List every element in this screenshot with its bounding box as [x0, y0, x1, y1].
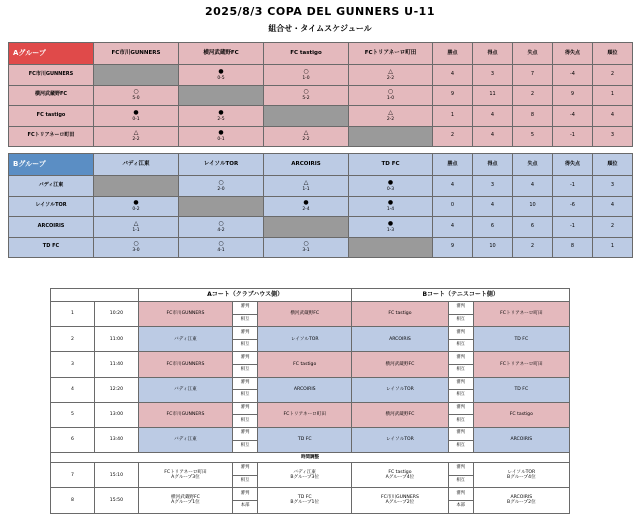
- result-score: 4-2: [217, 227, 225, 233]
- stat-cell: 4: [473, 196, 513, 217]
- court-b-referee-type: 相互: [448, 390, 473, 403]
- page-title: 2025/8/3 COPA DEL GUNNERS U-11: [204, 5, 435, 18]
- match-result-cell: [264, 176, 349, 197]
- final-row: [51, 488, 570, 501]
- group-b-col-team: レイソルTOR: [179, 154, 264, 176]
- court-b-referee: 審判: [448, 377, 473, 390]
- court-a-team-home: FC市川GUNNERS: [138, 352, 232, 377]
- court-b-referee: 審判: [448, 488, 473, 501]
- court-a-team-away: FC tastigo: [258, 352, 352, 377]
- court-a-team-home: バディ江東: [138, 377, 232, 402]
- schedule-row: [51, 377, 570, 390]
- stat-cell: 4: [593, 196, 633, 217]
- court-b-team-away: FCトリアネーロ町田: [473, 352, 569, 377]
- group-row-team: FCトリアネーロ町田: [9, 126, 94, 147]
- court-b-away-seed: Bグループ4位: [506, 475, 536, 481]
- court-b-home-team: FC tastigo: [388, 469, 412, 475]
- court-a-team-away: FCトリアネーロ町田: [258, 402, 352, 427]
- result-score: 5-2: [302, 96, 310, 102]
- court-a-team-away: レイソルTOR: [258, 327, 352, 352]
- court-a-referee-type: 本部: [233, 500, 258, 513]
- stat-cell: 4: [473, 126, 513, 147]
- group-row-team: バディ江東: [9, 176, 94, 197]
- court-a-team-away: 横河武蔵野FC: [258, 302, 352, 327]
- stat-cell: 2: [593, 65, 633, 86]
- stat-header: 勝点: [433, 43, 473, 65]
- court-a-away-seed: Bグループ1位: [290, 500, 320, 506]
- group-row-team: FC市川GUNNERS: [9, 65, 94, 86]
- group-a-name: Aグループ: [9, 43, 94, 65]
- court-a-away-seed: Bグループ3位: [290, 475, 320, 481]
- match-number: 5: [51, 402, 95, 427]
- match-time: 11:00: [94, 327, 138, 352]
- result-score: 0-1: [217, 137, 225, 143]
- stat-cell: 8: [553, 237, 593, 258]
- diagonal-cell: [94, 65, 179, 86]
- group-row: [9, 65, 633, 86]
- match-number: 6: [51, 427, 95, 452]
- page-subtitle: 組合せ・タイムスケジュール: [268, 24, 372, 33]
- court-a-referee-type: 相互: [233, 314, 258, 327]
- stat-cell: 2: [433, 126, 473, 147]
- match-result-cell: [179, 237, 264, 258]
- result-score: 1-4: [386, 207, 395, 213]
- schedule-row: [51, 302, 570, 315]
- match-result-cell: [264, 65, 349, 86]
- stat-cell: 1: [593, 237, 633, 258]
- result-symbol: ●: [387, 219, 394, 227]
- court-b-referee: 審判: [448, 463, 473, 476]
- match-result-cell: [94, 106, 179, 127]
- court-b-team-away: FCトリアネーロ町田: [473, 302, 569, 327]
- group-b-col-team: ARCOIRIS: [264, 154, 349, 176]
- stat-cell: 0: [433, 196, 473, 217]
- stat-cell: 9: [433, 85, 473, 106]
- result-symbol: △: [133, 129, 139, 137]
- court-a-referee: 審判: [233, 377, 258, 390]
- match-result-cell: [349, 106, 433, 127]
- result-score: 0-3: [386, 186, 395, 192]
- court-a-referee-type: 相互: [233, 339, 258, 352]
- result-symbol: △: [388, 67, 393, 75]
- court-b-team-away: TD FC: [473, 327, 569, 352]
- group-row-team: 横河武蔵野FC: [9, 85, 94, 106]
- result-symbol: ○: [387, 88, 394, 96]
- match-result-cell: [94, 237, 179, 258]
- court-b-team-home: 横河武蔵野FC: [352, 352, 448, 377]
- court-b-team-home: 横河武蔵野FC: [352, 402, 448, 427]
- schedule-break-row: [51, 453, 570, 463]
- result-score: 2-2: [302, 137, 310, 143]
- stat-cell: 4: [473, 106, 513, 127]
- court-b-referee-type: 相互: [448, 475, 473, 488]
- schedule-row: [51, 352, 570, 365]
- court-a-team-away: ARCOIRIS: [258, 377, 352, 402]
- stat-cell: 3: [473, 176, 513, 197]
- match-number: 7: [51, 463, 95, 488]
- group-b-body: [9, 176, 633, 258]
- stat-cell: 4: [433, 176, 473, 197]
- court-b-referee: 審判: [448, 302, 473, 315]
- result-symbol: ●: [218, 129, 224, 137]
- result-score: 1-0: [302, 75, 310, 81]
- stat-cell: 6: [473, 217, 513, 238]
- stat-cell: 10: [513, 196, 553, 217]
- result-symbol: △: [388, 108, 393, 116]
- stat-cell: 9: [433, 237, 473, 258]
- group-a-header-row: [9, 43, 633, 65]
- court-a-home-team: FCトリアネーロ町田: [164, 469, 207, 475]
- stat-cell: 4: [433, 217, 473, 238]
- match-result-cell: [349, 85, 433, 106]
- group-a-table: [8, 42, 633, 147]
- group-row: [9, 85, 633, 106]
- diagonal-cell: [179, 196, 264, 217]
- match-result-cell: [94, 85, 179, 106]
- match-number: 1: [51, 302, 95, 327]
- group-b-name: Bグループ: [9, 154, 94, 176]
- result-score: 2-5: [217, 116, 225, 122]
- match-number: 8: [51, 488, 95, 513]
- stat-header: 得失点: [553, 154, 593, 176]
- court-a-home: [138, 488, 232, 513]
- court-a-referee: 審判: [233, 352, 258, 365]
- stat-header: 勝点: [433, 154, 473, 176]
- court-a-team-home: バディ江東: [138, 327, 232, 352]
- schedule-table: [50, 288, 570, 514]
- result-score: 2-4: [302, 207, 310, 213]
- match-number: 2: [51, 327, 95, 352]
- stat-cell: 4: [593, 106, 633, 127]
- result-symbol: ●: [218, 67, 224, 75]
- diagonal-cell: [179, 85, 264, 106]
- result-symbol: ●: [133, 108, 139, 116]
- court-b-team-away: ARCOIRIS: [473, 427, 569, 452]
- stat-cell: 4: [513, 176, 553, 197]
- court-a-team-home: FC市川GUNNERS: [138, 302, 232, 327]
- schedule-body: [51, 302, 570, 514]
- result-score: 0-2: [132, 207, 140, 213]
- match-result-cell: [94, 196, 179, 217]
- court-a-referee: 審判: [233, 402, 258, 415]
- match-result-cell: [349, 196, 433, 217]
- stat-cell: -4: [553, 65, 593, 86]
- match-result-cell: [264, 237, 349, 258]
- final-row: [51, 463, 570, 476]
- court-b-referee: 審判: [448, 427, 473, 440]
- court-a-referee-type: 相互: [233, 415, 258, 428]
- court-b-team-home: FC tastigo: [352, 302, 448, 327]
- stat-cell: 5: [513, 126, 553, 147]
- stat-cell: 2: [513, 237, 553, 258]
- court-b-home: [352, 463, 448, 488]
- match-time: 13:00: [94, 402, 138, 427]
- court-b-away-team: ARCOIRIS: [510, 494, 533, 500]
- match-result-cell: [264, 126, 349, 147]
- result-symbol: △: [133, 219, 139, 227]
- result-score: 3-1: [302, 248, 310, 254]
- result-score: 1-1: [302, 186, 310, 192]
- group-b-col-team: バディ江東: [94, 154, 179, 176]
- court-a-referee: 審判: [233, 488, 258, 501]
- court-a-referee-type: 相互: [233, 440, 258, 453]
- stat-cell: 3: [473, 65, 513, 86]
- result-score: 2-0: [217, 186, 225, 192]
- diagonal-cell: [264, 217, 349, 238]
- stat-cell: 2: [593, 217, 633, 238]
- group-a-col-team: FCトリアネーロ町田: [349, 43, 433, 65]
- stat-header: 失点: [513, 154, 553, 176]
- time-adjust-label: 時間調整: [51, 453, 570, 463]
- group-row: [9, 196, 633, 217]
- court-a-away-team: TD FC: [297, 494, 312, 500]
- match-result-cell: [179, 106, 264, 127]
- court-b-referee-type: 相互: [448, 339, 473, 352]
- court-a-home: [138, 463, 232, 488]
- stat-cell: -6: [553, 196, 593, 217]
- court-a-referee-type: 相互: [233, 364, 258, 377]
- result-score: 1-3: [386, 227, 395, 233]
- court-b-referee: 審判: [448, 327, 473, 340]
- stat-cell: 2: [513, 85, 553, 106]
- result-symbol: ●: [387, 199, 394, 207]
- stat-cell: 1: [433, 106, 473, 127]
- diagonal-cell: [94, 176, 179, 197]
- match-time: 11:40: [94, 352, 138, 377]
- diagonal-cell: [349, 126, 433, 147]
- court-a-referee: 審判: [233, 327, 258, 340]
- stat-cell: -1: [553, 217, 593, 238]
- result-symbol: ○: [218, 178, 224, 186]
- court-b-home-seed: Aグループ4位: [385, 475, 415, 481]
- court-b-away: [473, 463, 569, 488]
- match-time: 15:50: [94, 488, 138, 513]
- result-symbol: △: [303, 129, 309, 137]
- court-b-referee-type: 相互: [448, 314, 473, 327]
- stat-cell: 8: [513, 106, 553, 127]
- stat-cell: -4: [553, 106, 593, 127]
- court-a-referee: 審判: [233, 427, 258, 440]
- court-b-header: Bコート（テニスコート側）: [352, 289, 570, 302]
- match-number: 4: [51, 377, 95, 402]
- stat-header: 得点: [473, 43, 513, 65]
- stat-cell: 9: [553, 85, 593, 106]
- stat-cell: -1: [553, 176, 593, 197]
- group-row: [9, 126, 633, 147]
- court-b-away: [473, 488, 569, 513]
- stat-header: 得失点: [553, 43, 593, 65]
- match-result-cell: [179, 126, 264, 147]
- court-a-referee: 審判: [233, 302, 258, 315]
- match-result-cell: [264, 85, 349, 106]
- match-time: 10:20: [94, 302, 138, 327]
- group-row-team: ARCOIRIS: [9, 217, 94, 238]
- result-score: 0-5: [217, 75, 225, 81]
- court-b-away-seed: Bグループ2位: [506, 500, 536, 506]
- court-b-team-away: TD FC: [473, 377, 569, 402]
- result-score: 1-0: [386, 96, 395, 102]
- result-symbol: ○: [303, 240, 309, 248]
- stat-cell: 1: [593, 85, 633, 106]
- result-symbol: ○: [303, 67, 309, 75]
- diagonal-cell: [349, 237, 433, 258]
- match-result-cell: [349, 217, 433, 238]
- court-a-referee-type: 相互: [233, 475, 258, 488]
- schedule-row: [51, 402, 570, 415]
- group-row: [9, 176, 633, 197]
- court-a-header: Aコート（クラブハウス側）: [138, 289, 351, 302]
- stat-cell: 3: [593, 126, 633, 147]
- schedule-row: [51, 427, 570, 440]
- stat-header: 失点: [513, 43, 553, 65]
- group-a-col-team: FC市川GUNNERS: [94, 43, 179, 65]
- match-result-cell: [94, 217, 179, 238]
- result-symbol: △: [303, 178, 309, 186]
- stat-cell: 10: [473, 237, 513, 258]
- group-row: [9, 106, 633, 127]
- diagonal-cell: [264, 106, 349, 127]
- result-score: 0-1: [132, 116, 140, 122]
- group-row: [9, 217, 633, 238]
- court-b-referee: 審判: [448, 352, 473, 365]
- court-a-team-away: TD FC: [258, 427, 352, 452]
- result-score: 5-0: [132, 96, 140, 102]
- result-symbol: ○: [133, 240, 139, 248]
- court-b-team-home: レイソルTOR: [352, 377, 448, 402]
- result-symbol: ○: [133, 88, 139, 96]
- match-result-cell: [179, 176, 264, 197]
- court-a-home-seed: Aグループ3位: [171, 475, 200, 481]
- court-b-team-home: レイソルTOR: [352, 427, 448, 452]
- group-b-table: [8, 153, 633, 258]
- court-b-referee-type: 相互: [448, 415, 473, 428]
- schedule-row: [51, 327, 570, 340]
- stat-header: 得点: [473, 154, 513, 176]
- result-score: 2-2: [386, 75, 395, 81]
- court-a-referee-type: 相互: [233, 390, 258, 403]
- court-b-team-home: ARCOIRIS: [352, 327, 448, 352]
- result-score: 1-1: [132, 227, 140, 233]
- group-b-col-team: TD FC: [349, 154, 433, 176]
- match-time: 12:20: [94, 377, 138, 402]
- result-symbol: ●: [387, 178, 394, 186]
- stat-cell: 11: [473, 85, 513, 106]
- match-time: 13:40: [94, 427, 138, 452]
- result-score: 3-0: [132, 248, 140, 254]
- result-symbol: ●: [303, 199, 309, 207]
- match-result-cell: [179, 217, 264, 238]
- stat-cell: 7: [513, 65, 553, 86]
- court-a-team-home: FC市川GUNNERS: [138, 402, 232, 427]
- stat-cell: 3: [593, 176, 633, 197]
- result-score: 2-2: [386, 116, 395, 122]
- group-a-col-team: FC tastigo: [264, 43, 349, 65]
- court-a-away: [258, 488, 352, 513]
- court-b-home-team: FC市川GUNNERS: [381, 494, 419, 500]
- group-row-team: FC tastigo: [9, 106, 94, 127]
- court-b-home: [352, 488, 448, 513]
- court-b-away-team: レイソルTOR: [507, 469, 536, 475]
- court-b-referee: 審判: [448, 402, 473, 415]
- court-b-team-away: FC tastigo: [473, 402, 569, 427]
- result-symbol: ○: [218, 240, 224, 248]
- stat-header: 順位: [593, 43, 633, 65]
- match-result-cell: [349, 65, 433, 86]
- court-a-away: [258, 463, 352, 488]
- schedule-corner: [51, 289, 139, 302]
- court-b-home-seed: Aグループ2位: [385, 500, 415, 506]
- match-result-cell: [349, 176, 433, 197]
- stat-header: 順位: [593, 154, 633, 176]
- court-a-away-team: バディ江東: [293, 469, 317, 475]
- schedule-header-row: [51, 289, 570, 302]
- court-b-referee-type: 本部: [448, 500, 473, 513]
- court-a-team-home: バディ江東: [138, 427, 232, 452]
- stat-cell: -1: [553, 126, 593, 147]
- result-symbol: ○: [218, 219, 224, 227]
- result-symbol: ●: [218, 108, 224, 116]
- court-a-referee: 審判: [233, 463, 258, 476]
- stat-cell: 4: [433, 65, 473, 86]
- match-result-cell: [179, 65, 264, 86]
- result-score: 2-2: [132, 137, 140, 143]
- result-symbol: ●: [133, 199, 139, 207]
- court-b-referee-type: 相互: [448, 440, 473, 453]
- group-row-team: TD FC: [9, 237, 94, 258]
- match-time: 15:10: [94, 463, 138, 488]
- group-row: [9, 237, 633, 258]
- group-b-header-row: [9, 154, 633, 176]
- result-symbol: ○: [303, 88, 309, 96]
- group-row-team: レイソルTOR: [9, 196, 94, 217]
- match-result-cell: [94, 126, 179, 147]
- court-a-home-seed: Aグループ1位: [171, 500, 200, 506]
- group-a-col-team: 横河武蔵野FC: [179, 43, 264, 65]
- group-a-body: [9, 65, 633, 147]
- court-a-home-team: 横河武蔵野FC: [171, 494, 200, 500]
- stat-cell: 6: [513, 217, 553, 238]
- court-b-referee-type: 相互: [448, 364, 473, 377]
- match-number: 3: [51, 352, 95, 377]
- result-score: 4-1: [217, 248, 225, 254]
- match-result-cell: [264, 196, 349, 217]
